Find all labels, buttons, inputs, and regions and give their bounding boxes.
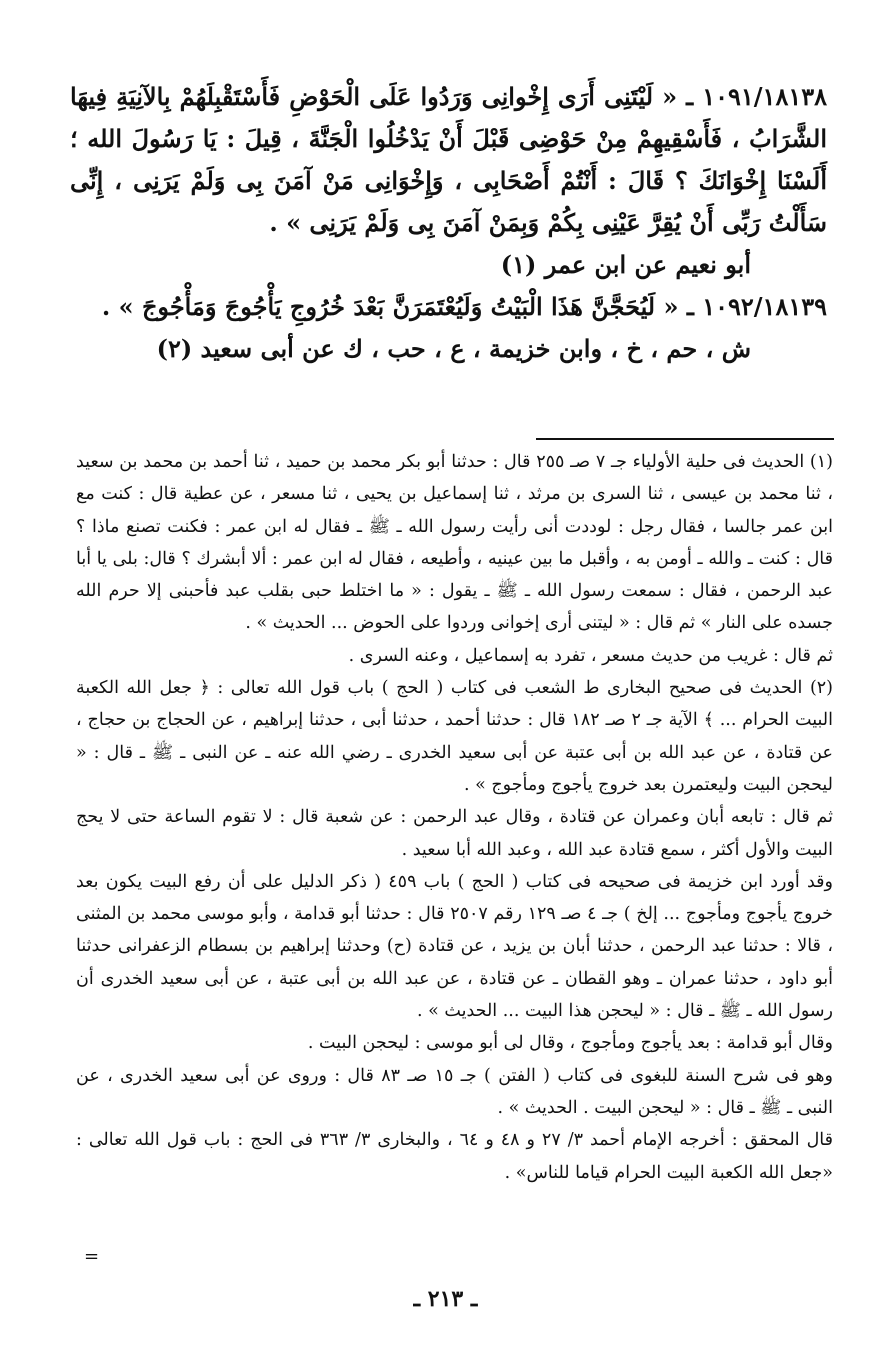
footnotes [76,446,833,1189]
footnote-1-remark: ثم قال : غريب من حديث مسعر ، تفرد به إسماعيل ، وعنه السرى . [348,645,833,666]
footnote-2-baghawi: وهو فى شرح السنة للبغوى فى كتاب ( الفتن ) جـ ١٥ صـ ٨٣ قال : وروى عن أبى سعيد الخدرى ، عن النبى ـ ﷺ ـ قال : « ليحجن البيت . الحديث » . [76,1065,833,1118]
footnote-2: (٢) الحديث فى صحيح البخارى ط الشعب فى كتاب ( الحج ) باب قول الله تعالى : ﴿ جعل الله الكعبة البيت الحرام ... ﴾ الآية جـ ٢ صـ ١٨٢ قال : حدثنا أحمد ، حدثنا أبى ، حدثنا إبراهيم ، عن الحجاج بن حجاج ، عن قتادة ، عن عبد الله بن أبى عتبة عن أبى سعيد الخدرى ـ رضي الله عنه ـ عن النبى ـ ﷺ ـ قال : « ليحجن البيت وليعتمرن بعد خروج يأجوج ومأجوج » . [76,678,833,795]
main-text [70,76,827,370]
page-number: ـ ٢١٣ ـ [413,1286,478,1312]
footnote-1: (١) الحديث فى حلية الأولياء جـ ٧ صـ ٢٥٥ قال : حدثنا أبو بكر محمد بن حميد ، ثنا أحمد بن محمد بن سعيد ، ثنا محمد بن عيسى ، ثنا السرى بن مرثد ، ثنا إسماعيل بن يحيى ، ثنا مسعر ، عن عطية قال : كنت مع ابن عمر جالسا ، فقال رجل : لوددت أنى رأيت رسول الله ـ ﷺ ـ فقال له ابن عمر : فكنت تصنع ماذا ؟ قال : كنت ـ والله ـ أومن به ، وأقبل ما بين عينيه ، وأطيعه ، فقال له ابن عمر : ألا أبشرك ؟ قال: بلى يا أبا عبد الرحمن ، فقال : سمعت رسول الله ـ ﷺ ـ يقول : « ما اختلط حبى بقلب عبد فأحبنى إلا حرم الله جسده على النار » ثم قال : « ليتنى أرى إخوانى وردوا على الحوض ... الحديث » . [76,452,833,634]
footnote-2-follow: ثم قال : تابعه أبان وعمران عن قتادة ، وقال عبد الرحمن : عن شعبة قال : لا تقوم الساعة حتى لا يحج البيت والأول أكثر ، سمع قتادة عبد الله ، وعبد الله أبا سعيد . [76,807,833,860]
hadith-1091-source: أبو نعيم عن ابن عمر (١) [500,250,751,279]
footnote-2-ibn-khuzaymah: وقد أورد ابن خزيمة فى صحيحه فى كتاب ( الحج ) باب ٤٥٩ ( ذكر الدليل على أن رفع البيت يكون بعد خروج يأجوج ومأجوج ... إلخ ) جـ ٤ صـ ١٢٩ رقم ٢٥٠٧ قال : حدثنا أبو قدامة ، وأبو موسى محمد بن المثنى ، قالا : حدثنا عبد الرحمن ، حدثنا أبان بن يزيد ، عن قتادة (ح) وحدثنا إبراهيم بن بسطام الزعفرانى حدثنا أبو داود ، حدثنا عمران ـ وهو القطان ـ عن قتادة ، عن عبد الله بن أبى عتبة ، عن أبى سعيد الخدرى أن رسول الله ـ ﷺ ـ قال : « ليحجن هذا البيت ... الحديث » . [76,871,833,1022]
hadith-1092-source: ش ، حم ، خ ، وابن خزيمة ، ع ، حب ، ك عن أبى سعيد (٢) [156,334,751,363]
footnote-separator [536,438,834,440]
continuation-mark: = [84,1246,100,1267]
footnote-2-abu-qudamah: وقال أبو قدامة : بعد يأجوج ومأجوج ، وقال لى أبو موسى : ليحجن البيت . [307,1033,833,1054]
hadith-1092: ١٠٩٢/١٨١٣٩ ـ « لَيُحَجَّنَّ هَذَا الْبَيْتُ وَلَيُعْتَمَرَنَّ بَعْدَ خُرُوجِ يَأْجُوجَ وَمَأْجُوجَ » . [101,292,827,321]
footnote-2-editor: قال المحقق : أخرجه الإمام أحمد ٣/ ٢٧ و ٤٨ و ٦٤ ، والبخارى ٣/ ٣٦٣ فى الحج : باب قول الله تعالى : «جعل الله الكعبة البيت الحرام قياما للناس» . [76,1130,833,1183]
hadith-1091: ١٠٩١/١٨١٣٨ ـ « لَيْتَنِى أَرَى إِخْوانِى وَرَدُوا عَلَى الْحَوْضِ فَأَسْتَقْبِلَهُمْ بِالآنِيَةِ فِيهَا الشَّرَابُ ، فَأَسْقِيهِمْ مِنْ حَوْضِى قَبْلَ أَنْ يَدْخُلُوا الْجَنَّةَ ، قِيلَ : يَا رَسُولَ الله ؛ أَلَسْنَا إِخْوَانَكَ ؟ قَالَ : أَنْتُمْ أَصْحَابِى ، وَإِخْوَانِى مَنْ آمَنَ بِى وَلَمْ يَرَنِى ، إِنِّى سَأَلْتُ رَبِّى أَنْ يُقِرَّ عَيْنِى بِكُمْ وَبِمَنْ آمَنَ بِى وَلَمْ يَرَنِى » . [70,82,827,237]
